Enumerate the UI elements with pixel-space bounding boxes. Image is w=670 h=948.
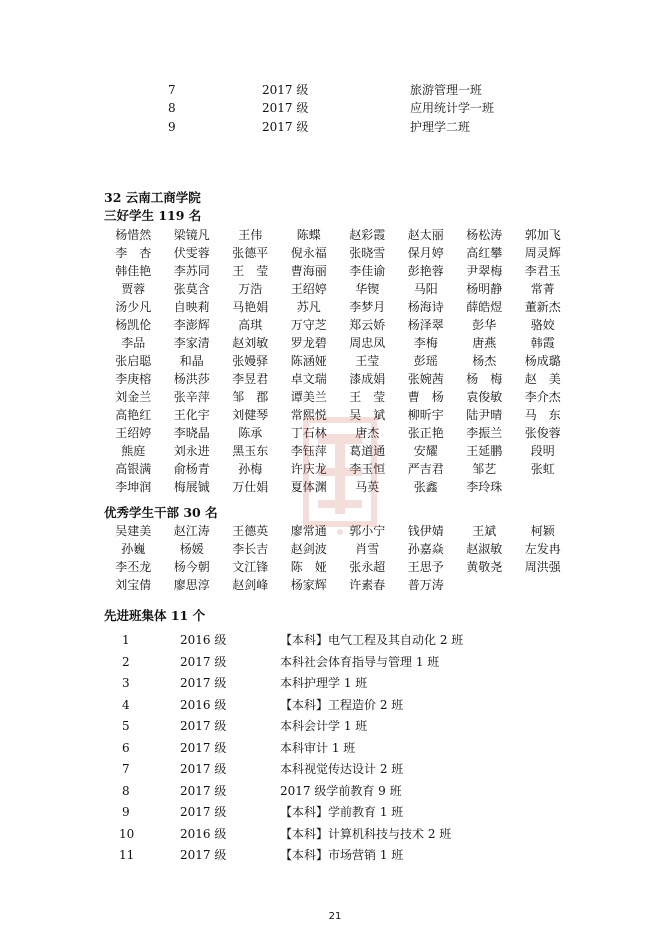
name-row xyxy=(104,576,574,594)
student-name xyxy=(514,478,573,496)
name-row xyxy=(104,478,574,496)
student-name: 张嫚驿 xyxy=(232,354,269,368)
student-name: 马阳 xyxy=(413,282,438,296)
student-name: 高艳红 xyxy=(115,408,152,422)
student-name: 周洪强 xyxy=(524,560,561,574)
student-name: 许庆龙 xyxy=(290,462,327,476)
name-row xyxy=(104,424,574,442)
student-name: 吴 斌 xyxy=(349,408,386,422)
class-table-row xyxy=(0,802,670,824)
student-name: 张晓雪 xyxy=(349,246,386,260)
student-name: 柯颖 xyxy=(530,524,555,538)
student-name: 陈蝶 xyxy=(296,228,321,242)
student-name: 孙嘉焱 xyxy=(407,542,444,556)
student-name: 罗龙碧 xyxy=(290,336,327,350)
student-name: 杨明静 xyxy=(466,282,503,296)
row-class-name: 【本科】学前教育 1 班 xyxy=(280,805,404,819)
student-name: 李玲珠 xyxy=(466,480,503,494)
row-number: 7 xyxy=(168,83,176,97)
student-name: 赵剑波 xyxy=(290,542,327,556)
name-row xyxy=(104,522,574,540)
student-name: 马 东 xyxy=(524,408,561,422)
class-table-row xyxy=(0,673,670,695)
student-name: 邹 郡 xyxy=(232,390,269,404)
student-name: 彭华 xyxy=(472,318,497,332)
student-name: 杨成璐 xyxy=(524,354,561,368)
student-name: 王 莹 xyxy=(349,390,386,404)
student-name: 王思予 xyxy=(407,560,444,574)
class-table-row xyxy=(0,738,670,760)
student-name: 李澎辉 xyxy=(173,318,210,332)
student-name: 廖常通 xyxy=(290,524,327,538)
row-grade: 2016 级 xyxy=(180,633,227,647)
row-class-name: 本科社会体育指导与管理 1 班 xyxy=(280,654,440,669)
student-name xyxy=(455,576,514,594)
student-name: 安耀 xyxy=(413,444,438,458)
student-name: 梁镜凡 xyxy=(173,228,210,242)
good-students-heading: 三好学生 119 名 xyxy=(104,208,202,223)
row-class-name: 旅游管理一班 xyxy=(410,83,483,97)
row-grade: 2017 级 xyxy=(262,101,309,115)
page-number: 21 xyxy=(328,911,342,922)
student-name: 文江锋 xyxy=(232,560,269,574)
student-name: 唐燕 xyxy=(472,336,497,350)
student-name: 华锲 xyxy=(355,282,380,296)
row-number: 7 xyxy=(122,762,130,776)
name-row xyxy=(104,540,574,558)
row-grade: 2017 级 xyxy=(180,719,227,733)
student-name: 李振兰 xyxy=(466,426,503,440)
student-name: 陈 娅 xyxy=(290,560,327,574)
student-name: 李梦月 xyxy=(349,300,386,314)
student-name: 周灵辉 xyxy=(524,246,561,260)
student-name: 陈承 xyxy=(238,426,263,440)
row-number: 6 xyxy=(122,740,130,755)
student-name: 彭艳蓉 xyxy=(407,264,444,278)
name-row xyxy=(104,262,574,280)
student-name: 陆尹晴 xyxy=(466,408,503,422)
student-name: 孙梅 xyxy=(238,462,263,476)
row-class-name: 本科审计 1 班 xyxy=(280,740,356,755)
row-grade: 2016 级 xyxy=(180,826,227,841)
student-name: 梅展铖 xyxy=(173,480,210,494)
student-name: 贾蓉 xyxy=(121,282,146,296)
student-name: 张永超 xyxy=(349,560,386,574)
student-name: 刘永进 xyxy=(173,444,210,458)
student-name: 黑玉东 xyxy=(232,444,269,458)
row-grade: 2017 级 xyxy=(180,783,227,798)
name-row xyxy=(104,442,574,460)
row-class-name: 【本科】电气工程及其自动化 2 班 xyxy=(280,633,464,647)
student-name: 李介杰 xyxy=(524,390,561,404)
name-row xyxy=(104,406,574,424)
student-name: 王绍婷 xyxy=(290,282,327,296)
student-name: 杨泽翠 xyxy=(407,318,444,332)
row-number: 9 xyxy=(122,805,130,819)
student-name: 马英 xyxy=(355,480,380,494)
class-table-row xyxy=(0,845,670,867)
student-name: 郑云娇 xyxy=(349,318,386,332)
student-name: 张启聪 xyxy=(115,354,152,368)
student-name: 杨今朝 xyxy=(173,560,210,574)
student-name: 万浩 xyxy=(238,282,263,296)
student-name: 杨凯伦 xyxy=(115,318,152,332)
student-name: 熊庭 xyxy=(121,444,146,458)
student-name: 左发冉 xyxy=(524,542,561,556)
class-table-row xyxy=(0,824,670,846)
excellent-cadres-name-list xyxy=(104,522,574,594)
row-grade: 2017 级 xyxy=(180,805,227,819)
excellent-cadres-heading: 优秀学生干部 30 名 xyxy=(104,505,218,520)
student-name: 肖雪 xyxy=(355,542,380,556)
row-number: 3 xyxy=(122,676,130,690)
row-number: 8 xyxy=(168,101,176,115)
student-name: 刘金兰 xyxy=(115,390,152,404)
row-number: 11 xyxy=(119,848,135,862)
student-name: 李品 xyxy=(121,336,146,350)
class-table-row xyxy=(0,652,670,674)
advanced-classes-heading: 先进班集体 11 个 xyxy=(104,608,206,623)
student-name: 李庚榕 xyxy=(115,372,152,386)
student-name: 普万涛 xyxy=(407,578,444,592)
student-name: 李丕龙 xyxy=(115,560,152,574)
student-name: 郭加飞 xyxy=(524,228,561,242)
student-name: 柳昕宇 xyxy=(407,408,444,422)
student-name: 赵 美 xyxy=(524,372,561,386)
student-name: 王延鹏 xyxy=(466,444,503,458)
student-name: 张俊蓉 xyxy=(524,426,561,440)
student-name: 高银满 xyxy=(115,462,152,476)
student-name: 刘宝倩 xyxy=(115,578,152,592)
student-name: 赵太丽 xyxy=(407,228,444,242)
student-name: 李钰萍 xyxy=(290,444,327,458)
student-name: 倪永福 xyxy=(290,246,327,260)
student-name: 韩佳艳 xyxy=(115,264,152,278)
student-name: 张鑫 xyxy=(413,480,438,494)
student-name: 李家清 xyxy=(173,336,210,350)
student-name: 刘健琴 xyxy=(232,408,269,422)
student-name: 袁俊敏 xyxy=(466,390,503,404)
class-table-row xyxy=(0,80,670,100)
name-row xyxy=(104,558,574,576)
student-name: 李长吉 xyxy=(232,542,269,556)
student-name: 王斌 xyxy=(472,524,497,538)
student-name: 万守芝 xyxy=(290,318,327,332)
student-name: 薛皓煜 xyxy=(466,300,503,314)
row-number: 1 xyxy=(122,633,130,647)
class-table-row xyxy=(0,781,670,803)
class-table-row xyxy=(0,117,670,137)
name-row xyxy=(104,298,574,316)
student-name: 漆成娟 xyxy=(349,372,386,386)
row-number: 8 xyxy=(122,783,130,798)
student-name: 杨海诗 xyxy=(407,300,444,314)
student-name: 严吉君 xyxy=(407,462,444,476)
student-name: 张辛萍 xyxy=(173,390,210,404)
student-name: 董新杰 xyxy=(524,300,561,314)
student-name xyxy=(514,576,573,594)
student-name: 杨洪莎 xyxy=(173,372,210,386)
student-name: 常熙悦 xyxy=(290,408,327,422)
class-table-row xyxy=(0,716,670,738)
row-number: 2 xyxy=(122,654,130,669)
student-name: 自映莉 xyxy=(173,300,210,314)
row-grade: 2017 级 xyxy=(180,740,227,755)
student-name: 李玉恒 xyxy=(349,462,386,476)
advanced-classes-table xyxy=(0,630,670,867)
student-name: 王莹 xyxy=(355,354,380,368)
student-name: 李 杏 xyxy=(115,246,152,260)
student-name: 杨松涛 xyxy=(466,228,503,242)
student-name: 曹海丽 xyxy=(290,264,327,278)
row-class-name: 【本科】工程造价 2 班 xyxy=(280,697,404,712)
row-grade: 2017 级 xyxy=(180,762,227,776)
name-row xyxy=(104,460,574,478)
student-name: 张莫含 xyxy=(173,282,210,296)
row-class-name: 2017 级学前教育 9 班 xyxy=(280,783,402,798)
name-row xyxy=(104,316,574,334)
student-name: 尹翠梅 xyxy=(466,264,503,278)
class-table-row xyxy=(0,759,670,781)
student-name: 夏体渊 xyxy=(290,480,327,494)
student-name: 赵江涛 xyxy=(173,524,210,538)
student-name: 廖思淳 xyxy=(173,578,210,592)
student-name: 保月婷 xyxy=(407,246,444,260)
student-name: 李晓晶 xyxy=(173,426,210,440)
row-class-name: 护理学二班 xyxy=(410,120,471,134)
student-name: 王 莹 xyxy=(232,264,269,278)
row-number: 9 xyxy=(168,120,176,134)
name-row xyxy=(104,280,574,298)
student-name: 李昱君 xyxy=(232,372,269,386)
row-class-name: 【本科】市场营销 1 班 xyxy=(280,848,404,862)
student-name: 周忠凤 xyxy=(349,336,386,350)
row-class-name: 应用统计学一班 xyxy=(410,101,495,115)
student-name: 杨媛 xyxy=(179,542,204,556)
student-name: 赵淑敏 xyxy=(466,542,503,556)
student-name: 伏雯蓉 xyxy=(173,246,210,260)
student-name: 唐杰 xyxy=(355,426,380,440)
student-name: 李佳谕 xyxy=(349,264,386,278)
row-grade: 2017 级 xyxy=(180,654,227,669)
student-name: 谭美兰 xyxy=(290,390,327,404)
name-row xyxy=(104,388,574,406)
student-name: 邹艺 xyxy=(472,462,497,476)
student-name: 王德英 xyxy=(232,524,269,538)
student-name: 张婉茜 xyxy=(407,372,444,386)
college-title: 32 云南工商学院 xyxy=(104,190,201,205)
student-name: 彭瑶 xyxy=(413,354,438,368)
student-name: 李坤润 xyxy=(115,480,152,494)
student-name: 郭小宁 xyxy=(349,524,386,538)
student-name: 孙巍 xyxy=(121,542,146,556)
student-name: 杨杰 xyxy=(472,354,497,368)
row-class-name: 本科会计学 1 班 xyxy=(280,719,368,733)
class-table-row xyxy=(0,695,670,717)
student-name: 张德平 xyxy=(232,246,269,260)
row-grade: 2017 级 xyxy=(262,83,309,97)
student-name: 汤少凡 xyxy=(115,300,152,314)
student-name: 赵剑峰 xyxy=(232,578,269,592)
student-name: 杨家辉 xyxy=(290,578,327,592)
student-name: 钱伊婧 xyxy=(407,524,444,538)
name-row xyxy=(104,226,574,244)
student-name: 段明 xyxy=(530,444,555,458)
student-name: 张虹 xyxy=(530,462,555,476)
student-name: 王绍婷 xyxy=(115,426,152,440)
student-name: 高琪 xyxy=(238,318,263,332)
class-table-row xyxy=(0,98,670,118)
student-name: 马艳娟 xyxy=(232,300,269,314)
row-grade: 2017 级 xyxy=(262,120,309,134)
class-table-row xyxy=(0,630,670,652)
student-name: 黄敬尧 xyxy=(466,560,503,574)
row-grade: 2017 级 xyxy=(180,848,227,862)
row-grade: 2017 级 xyxy=(180,676,227,690)
student-name: 万仕娟 xyxy=(232,480,269,494)
student-name: 李苏同 xyxy=(173,264,210,278)
student-name: 高红攀 xyxy=(466,246,503,260)
student-name: 骆姣 xyxy=(530,318,555,332)
student-name: 王化宇 xyxy=(173,408,210,422)
name-row xyxy=(104,334,574,352)
student-name: 王伟 xyxy=(238,228,263,242)
student-name: 韩霞 xyxy=(530,336,555,350)
student-name: 李梅 xyxy=(413,336,438,350)
student-name: 卓文瑞 xyxy=(290,372,327,386)
row-number: 4 xyxy=(122,697,130,712)
student-name: 葛道通 xyxy=(349,444,386,458)
student-name: 李君玉 xyxy=(524,264,561,278)
student-name: 和晶 xyxy=(179,354,204,368)
student-name: 赵彩霞 xyxy=(349,228,386,242)
student-name: 许素春 xyxy=(349,578,386,592)
row-number: 10 xyxy=(119,826,135,841)
student-name: 苏凡 xyxy=(296,300,321,314)
row-grade: 2016 级 xyxy=(180,697,227,712)
student-name: 张正艳 xyxy=(407,426,444,440)
row-class-name: 【本科】计算机科技与技术 2 班 xyxy=(280,826,452,841)
student-name: 赵刘敏 xyxy=(232,336,269,350)
row-class-name: 本科视觉传达设计 2 班 xyxy=(280,762,404,776)
name-row xyxy=(104,244,574,262)
good-students-name-list xyxy=(104,226,574,496)
student-name: 常菁 xyxy=(530,282,555,296)
student-name: 杨 梅 xyxy=(466,372,503,386)
row-class-name: 本科护理学 1 班 xyxy=(280,676,368,690)
student-name: 吴建美 xyxy=(115,524,152,538)
student-name: 丁石林 xyxy=(290,426,327,440)
name-row xyxy=(104,370,574,388)
row-number: 5 xyxy=(122,719,130,733)
name-row xyxy=(104,352,574,370)
student-name: 杨惜然 xyxy=(115,228,152,242)
student-name: 陈涵娅 xyxy=(290,354,327,368)
student-name: 俞杨青 xyxy=(173,462,210,476)
student-name: 曹 杨 xyxy=(407,390,444,404)
